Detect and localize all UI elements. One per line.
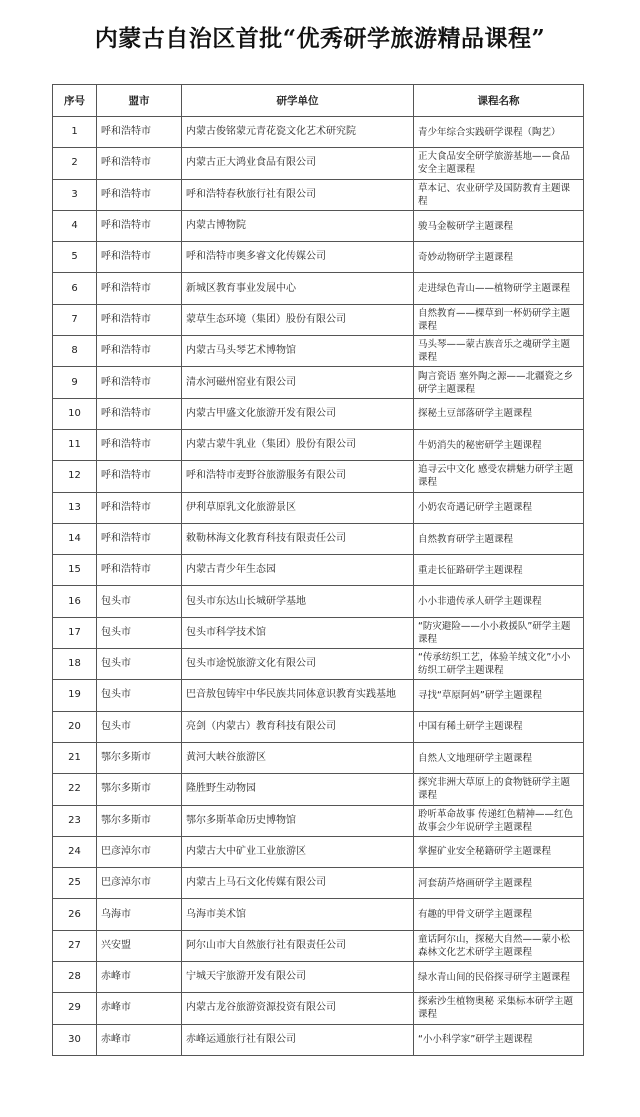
cell-course: 自然人文地理研学主题课程: [414, 742, 584, 773]
table-row: [53, 148, 584, 179]
cell-unit: 包头市东达山长城研学基地: [182, 586, 414, 617]
table-row: [53, 805, 584, 836]
cell-course: 小奶农奇遇记研学主题课程: [414, 492, 584, 523]
cell-unit: 巴音敖包铸牢中华民族共同体意识教育实践基地: [182, 680, 414, 711]
cell-course: 探究非洲大草原上的食物链研学主题课程: [414, 774, 584, 805]
table-body: [53, 117, 584, 1056]
cell-num: 5: [53, 242, 97, 273]
cell-num: 29: [53, 993, 97, 1024]
table-row: [53, 429, 584, 460]
cell-city: 赤峰市: [97, 962, 182, 993]
cell-num: 21: [53, 742, 97, 773]
cell-city: 包头市: [97, 617, 182, 648]
cell-city: 赤峰市: [97, 993, 182, 1024]
cell-course: 马头琴——蒙古族音乐之魂研学主题课程: [414, 336, 584, 367]
cell-city: 呼和浩特市: [97, 304, 182, 335]
cell-unit: 内蒙古甲盛文化旅游开发有限公司: [182, 398, 414, 429]
table-row: [53, 774, 584, 805]
table-row: [53, 1024, 584, 1055]
table-header-row: [53, 85, 584, 117]
cell-course: 正大食品安全研学旅游基地——食品安全主题课程: [414, 148, 584, 179]
cell-unit: 蒙草生态环境（集团）股份有限公司: [182, 304, 414, 335]
header-course: 课程名称: [414, 85, 584, 117]
cell-course: “传承纺织工艺，体验羊绒文化”小小纺织工研学主题课程: [414, 649, 584, 680]
table-row: [53, 742, 584, 773]
table-row: [53, 523, 584, 554]
cell-num: 28: [53, 962, 97, 993]
cell-num: 1: [53, 117, 97, 148]
cell-num: 4: [53, 210, 97, 241]
table-row: [53, 367, 584, 398]
cell-num: 13: [53, 492, 97, 523]
cell-course: 探秘土豆部落研学主题课程: [414, 398, 584, 429]
cell-num: 18: [53, 649, 97, 680]
cell-city: 巴彦淖尔市: [97, 836, 182, 867]
table-row: [53, 304, 584, 335]
cell-num: 9: [53, 367, 97, 398]
cell-num: 20: [53, 711, 97, 742]
cell-num: 10: [53, 398, 97, 429]
cell-unit: 黄河大峡谷旅游区: [182, 742, 414, 773]
cell-num: 11: [53, 429, 97, 460]
table-row: [53, 836, 584, 867]
cell-unit: 鄂尔多斯革命历史博物馆: [182, 805, 414, 836]
cell-unit: 内蒙古上马石文化传媒有限公司: [182, 868, 414, 899]
cell-course: 草本记、农业研学及国防教育主题课程: [414, 179, 584, 210]
cell-unit: 赤峰运通旅行社有限公司: [182, 1024, 414, 1055]
cell-course: 自然教育——棵草到一杯奶研学主题课程: [414, 304, 584, 335]
cell-unit: 内蒙古博物院: [182, 210, 414, 241]
cell-unit: 乌海市美术馆: [182, 899, 414, 930]
table-row: [53, 179, 584, 210]
cell-num: 24: [53, 836, 97, 867]
cell-course: 骏马金鞍研学主题课程: [414, 210, 584, 241]
table-row: [53, 586, 584, 617]
table-row: [53, 242, 584, 273]
cell-city: 乌海市: [97, 899, 182, 930]
header-city: 盟市: [97, 85, 182, 117]
cell-course: 掌握矿业安全秘籍研学主题课程: [414, 836, 584, 867]
cell-city: 呼和浩特市: [97, 117, 182, 148]
header-num: 序号: [53, 85, 97, 117]
cell-city: 呼和浩特市: [97, 148, 182, 179]
cell-num: 17: [53, 617, 97, 648]
cell-unit: 内蒙古青少年生态园: [182, 555, 414, 586]
cell-num: 8: [53, 336, 97, 367]
cell-unit: 敕勒林海文化教育科技有限责任公司: [182, 523, 414, 554]
cell-city: 呼和浩特市: [97, 461, 182, 492]
cell-unit: 内蒙古马头琴艺术博物馆: [182, 336, 414, 367]
table-row: [53, 461, 584, 492]
table-row: [53, 868, 584, 899]
cell-course: 童话阿尔山，探秘大自然——蒙小松森林文化艺术研学主题课程: [414, 930, 584, 961]
cell-unit: 内蒙古大中矿业工业旅游区: [182, 836, 414, 867]
cell-city: 兴安盟: [97, 930, 182, 961]
cell-city: 巴彦淖尔市: [97, 868, 182, 899]
cell-num: 19: [53, 680, 97, 711]
cell-city: 呼和浩特市: [97, 367, 182, 398]
cell-num: 30: [53, 1024, 97, 1055]
cell-city: 呼和浩特市: [97, 336, 182, 367]
table-row: [53, 617, 584, 648]
cell-num: 15: [53, 555, 97, 586]
cell-num: 6: [53, 273, 97, 304]
cell-city: 呼和浩特市: [97, 398, 182, 429]
cell-city: 呼和浩特市: [97, 492, 182, 523]
cell-course: 探索沙生植物奥秘 采集标本研学主题课程: [414, 993, 584, 1024]
cell-unit: 隆胜野生动物园: [182, 774, 414, 805]
table-row: [53, 993, 584, 1024]
cell-city: 包头市: [97, 711, 182, 742]
cell-unit: 新城区教育事业发展中心: [182, 273, 414, 304]
cell-course: 牛奶消失的秘密研学主题课程: [414, 429, 584, 460]
cell-city: 呼和浩特市: [97, 179, 182, 210]
cell-city: 呼和浩特市: [97, 523, 182, 554]
cell-course: 中国有稀土研学主题课程: [414, 711, 584, 742]
table-row: [53, 962, 584, 993]
table-row: [53, 398, 584, 429]
cell-city: 包头市: [97, 680, 182, 711]
cell-num: 22: [53, 774, 97, 805]
cell-unit: 呼和浩特市麦野谷旅游服务有限公司: [182, 461, 414, 492]
table-row: [53, 336, 584, 367]
cell-course: “小小科学家”研学主题课程: [414, 1024, 584, 1055]
header-unit: 研学单位: [182, 85, 414, 117]
cell-num: 27: [53, 930, 97, 961]
cell-city: 呼和浩特市: [97, 273, 182, 304]
cell-course: 陶言瓷语 塞外陶之源——北疆瓷之乡研学主题课程: [414, 367, 584, 398]
cell-unit: 呼和浩特市奥多睿文化传媒公司: [182, 242, 414, 273]
cell-num: 23: [53, 805, 97, 836]
cell-course: 河套葫芦烙画研学主题课程: [414, 868, 584, 899]
page-title: 内蒙古自治区首批“优秀研学旅游精品课程”: [94, 25, 546, 52]
cell-city: 呼和浩特市: [97, 242, 182, 273]
cell-city: 鄂尔多斯市: [97, 774, 182, 805]
cell-course: 追寻云中文化 感受农耕魅力研学主题课程: [414, 461, 584, 492]
cell-city: 鄂尔多斯市: [97, 742, 182, 773]
table-row: [53, 273, 584, 304]
cell-course: 自然教育研学主题课程: [414, 523, 584, 554]
cell-unit: 呼和浩特春秋旅行社有限公司: [182, 179, 414, 210]
cell-unit: 伊利草原乳文化旅游景区: [182, 492, 414, 523]
cell-city: 呼和浩特市: [97, 210, 182, 241]
cell-num: 14: [53, 523, 97, 554]
table-row: [53, 555, 584, 586]
cell-num: 7: [53, 304, 97, 335]
cell-unit: 亮剑（内蒙古）教育科技有限公司: [182, 711, 414, 742]
cell-course: 绿水青山间的民俗探寻研学主题课程: [414, 962, 584, 993]
cell-unit: 内蒙古蒙牛乳业（集团）股份有限公司: [182, 429, 414, 460]
cell-course: 寻找“草原阿妈”研学主题课程: [414, 680, 584, 711]
table-row: [53, 680, 584, 711]
course-table: [52, 84, 584, 1056]
cell-num: 25: [53, 868, 97, 899]
cell-city: 呼和浩特市: [97, 429, 182, 460]
cell-unit: 内蒙古正大鸿业食品有限公司: [182, 148, 414, 179]
table-row: [53, 930, 584, 961]
cell-num: 16: [53, 586, 97, 617]
cell-unit: 清水河磁州窑业有限公司: [182, 367, 414, 398]
cell-city: 呼和浩特市: [97, 555, 182, 586]
cell-city: 赤峰市: [97, 1024, 182, 1055]
cell-unit: 内蒙古龙谷旅游资源投资有限公司: [182, 993, 414, 1024]
cell-city: 鄂尔多斯市: [97, 805, 182, 836]
cell-course: “防灾避险——小小救援队”研学主题课程: [414, 617, 584, 648]
cell-course: 重走长征路研学主题课程: [414, 555, 584, 586]
cell-course: 走进绿色青山——植物研学主题课程: [414, 273, 584, 304]
cell-city: 包头市: [97, 586, 182, 617]
table-row: [53, 649, 584, 680]
cell-course: 青少年综合实践研学课程（陶艺）: [414, 117, 584, 148]
cell-num: 2: [53, 148, 97, 179]
cell-city: 包头市: [97, 649, 182, 680]
cell-course: 聆听革命故事 传递红色精神——红色故事会少年说研学主题课程: [414, 805, 584, 836]
table-row: [53, 711, 584, 742]
table-row: [53, 117, 584, 148]
cell-unit: 内蒙古俊铭蒙元青花瓷文化艺术研究院: [182, 117, 414, 148]
table-row: [53, 210, 584, 241]
table-row: [53, 492, 584, 523]
cell-unit: 包头市科学技术馆: [182, 617, 414, 648]
cell-unit: 阿尔山市大自然旅行社有限责任公司: [182, 930, 414, 961]
table-row: [53, 899, 584, 930]
cell-course: 小小非遗传承人研学主题课程: [414, 586, 584, 617]
cell-course: 有趣的甲骨文研学主题课程: [414, 899, 584, 930]
cell-num: 3: [53, 179, 97, 210]
cell-unit: 包头市途悦旅游文化有限公司: [182, 649, 414, 680]
cell-num: 26: [53, 899, 97, 930]
cell-unit: 宁城天宇旅游开发有限公司: [182, 962, 414, 993]
cell-course: 奇妙动物研学主题课程: [414, 242, 584, 273]
cell-num: 12: [53, 461, 97, 492]
